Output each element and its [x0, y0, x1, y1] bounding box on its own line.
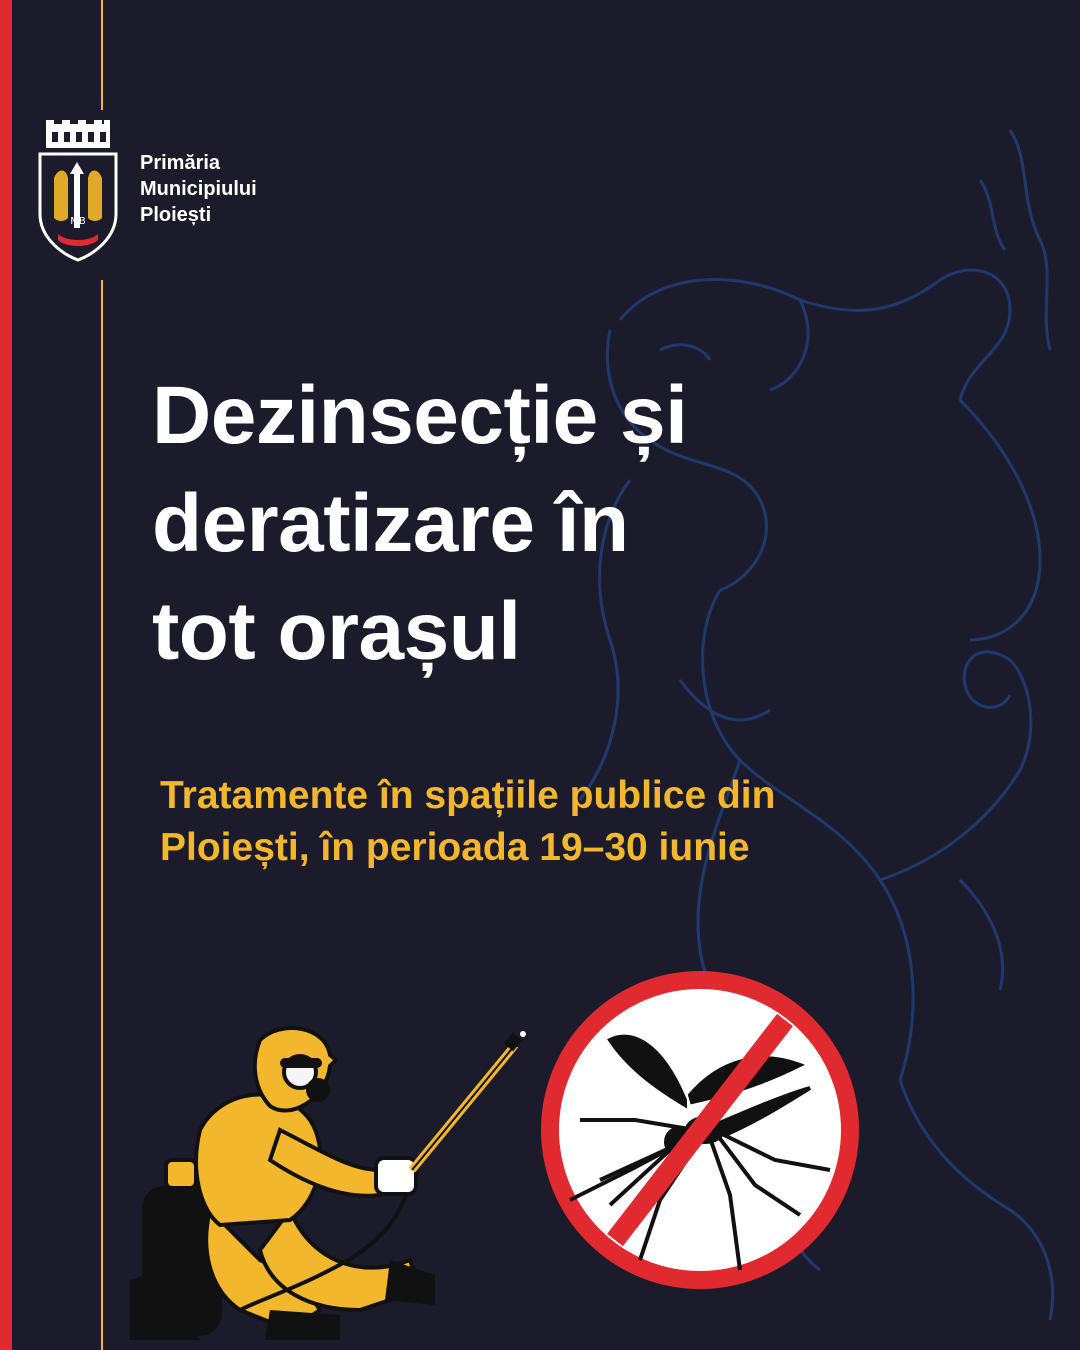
- no-mosquito-icon: [540, 970, 860, 1290]
- organization-name: [140, 150, 257, 228]
- subtitle-line-2: Ploiești, în perioada 19–30 iunie: [160, 826, 750, 869]
- svg-text:MB: MB: [70, 216, 86, 227]
- headline: [152, 362, 952, 686]
- headline-line-3: tot orașul: [152, 586, 521, 677]
- org-line-1: Primăria: [140, 152, 221, 174]
- subtitle: [160, 770, 1020, 874]
- headline-line-2: deratizare în: [152, 478, 629, 569]
- red-side-bar: [0, 0, 12, 1350]
- headline-line-1: Dezinsecție și: [152, 370, 688, 461]
- coat-of-arms-icon: [34, 118, 122, 262]
- org-line-2: Municipiului: [140, 178, 257, 200]
- org-line-3: Ploiești: [140, 204, 212, 226]
- pest-control-worker-icon: [90, 1010, 550, 1350]
- subtitle-line-1: Tratamente în spațiile publice din: [160, 774, 776, 817]
